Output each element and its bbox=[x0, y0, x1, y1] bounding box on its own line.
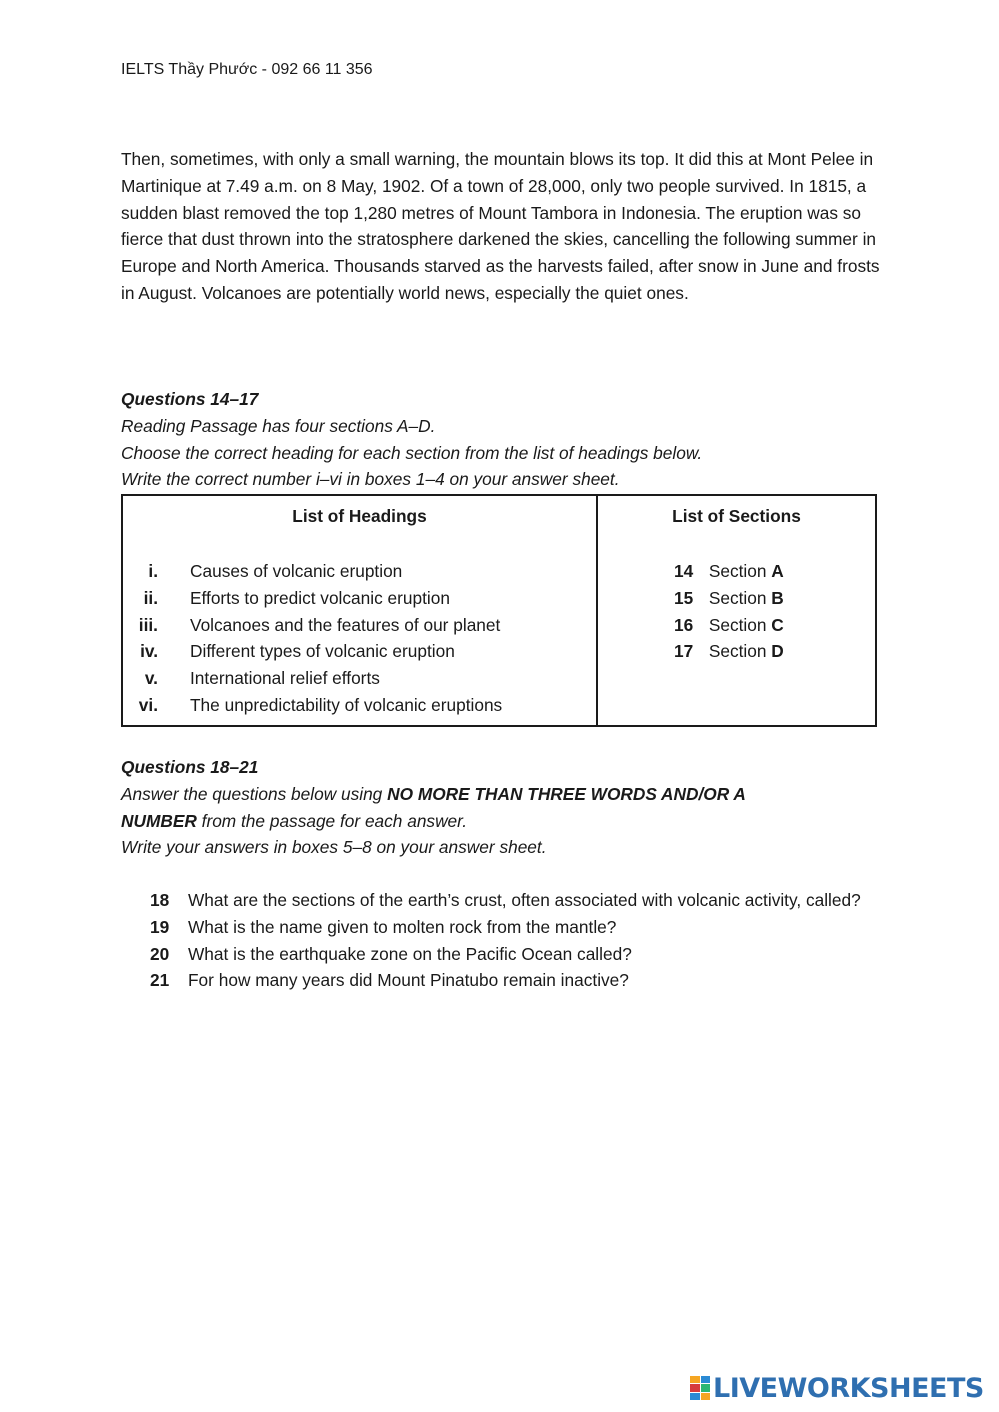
instruction-post: from the passage for each answer. bbox=[196, 810, 468, 831]
headings-table bbox=[121, 494, 877, 727]
liveworksheets-wordmark: LIVEWORKSHEETS bbox=[713, 1372, 984, 1404]
heading-item bbox=[123, 585, 596, 612]
section-letter: A bbox=[771, 561, 784, 581]
heading-item bbox=[123, 612, 596, 639]
heading-list bbox=[123, 558, 596, 719]
section-question-number: 17 bbox=[674, 641, 694, 662]
heading-item bbox=[123, 692, 596, 719]
heading-item bbox=[123, 638, 596, 665]
instruction-line: Write your answers in boxes 5–8 on your answer sheet. bbox=[121, 837, 547, 858]
page-header: IELTS Thầy Phước - 092 66 11 356 bbox=[121, 61, 373, 78]
question-number: 21 bbox=[150, 970, 170, 991]
section-question-number: 14 bbox=[674, 561, 694, 581]
question-text: What is the earthquake zone on the Pacific Ocean called? bbox=[188, 943, 632, 964]
section-question-number: 16 bbox=[674, 614, 694, 635]
heading-text: Volcanoes and the features of our planet bbox=[190, 614, 501, 635]
question-number: 20 bbox=[150, 943, 170, 964]
sections-column-title: List of Sections bbox=[672, 506, 801, 526]
question-text: What is the name given to molten rock from the mantle? bbox=[188, 916, 617, 937]
heading-number: i. bbox=[148, 561, 158, 581]
heading-item bbox=[123, 665, 596, 692]
section-letter: C bbox=[771, 614, 784, 635]
heading-number: iii. bbox=[138, 614, 158, 635]
question-list bbox=[150, 887, 870, 994]
heading-number: vi. bbox=[138, 694, 158, 715]
liveworksheets-icon bbox=[690, 1376, 710, 1400]
passage-paragraph: Then, sometimes, with only a small warning, the mountain blows its top. It did this at Mont Pelee in Martinique at 7.49 a.m. on 8 May, 1902. Of a town of 28,000, only two people survived. In 1815, a sudden blast removed the top 1,280 metres of Mount Tambora in Indonesia. The eruption was so fierce that dust thrown into the stratosphere darkened the skies, cancelling the following summer in Europe and North America. Thousands starved as the harvests failed, after snow in June and frosts in August. Volcanoes are potentially world news, especially the quiet ones. bbox=[121, 149, 880, 303]
section-label: Section bbox=[708, 614, 767, 635]
question-item bbox=[150, 967, 870, 994]
section-item bbox=[674, 638, 784, 665]
heading-number: ii. bbox=[143, 587, 158, 608]
section-item bbox=[674, 558, 784, 585]
heading-text: Different types of volcanic eruption bbox=[190, 641, 455, 662]
headings-column bbox=[123, 496, 598, 725]
question-item bbox=[150, 887, 870, 914]
heading-text: Efforts to predict volcanic eruption bbox=[190, 587, 450, 608]
heading-text: International relief efforts bbox=[190, 668, 380, 689]
instruction-line: Write the correct number i–vi in boxes 1–4 on your answer sheet. bbox=[121, 469, 620, 490]
question-text: For how many years did Mount Pinatubo remain inactive? bbox=[188, 970, 629, 991]
instruction-emphasis: NO MORE THAN THREE WORDS AND/OR A NUMBER bbox=[121, 783, 746, 831]
question-number: 19 bbox=[150, 916, 170, 937]
section-question-number: 15 bbox=[674, 587, 694, 608]
section-label: Section bbox=[708, 641, 767, 662]
question-item bbox=[150, 941, 870, 968]
liveworksheets-logo[interactable] bbox=[690, 1371, 984, 1405]
instruction-line bbox=[121, 781, 821, 835]
heading-item bbox=[123, 558, 596, 585]
section-letter: D bbox=[771, 641, 784, 662]
section-list bbox=[674, 558, 784, 665]
questions-18-21-instructions bbox=[121, 754, 821, 861]
heading-text: The unpredictability of volcanic eruptions bbox=[190, 694, 503, 715]
question-text: What are the sections of the earth’s crust, often associated with volcanic activity, called? bbox=[188, 890, 861, 910]
section-label: Section bbox=[708, 561, 767, 581]
section-item bbox=[674, 585, 784, 612]
heading-text: Causes of volcanic eruption bbox=[190, 561, 403, 581]
heading-number: v. bbox=[144, 668, 158, 689]
instruction-line: Reading Passage has four sections A–D. bbox=[121, 415, 436, 436]
heading-number: iv. bbox=[140, 641, 158, 662]
section-label: Section bbox=[708, 587, 767, 608]
question-item bbox=[150, 914, 870, 941]
instruction-line: Choose the correct heading for each section from the list of headings below. bbox=[121, 442, 703, 463]
questions-14-17-title: Questions 14–17 bbox=[121, 389, 259, 409]
section-item bbox=[674, 612, 784, 639]
section-letter: B bbox=[771, 587, 784, 608]
instruction-pre: Answer the questions below using bbox=[121, 783, 388, 804]
questions-18-21-title: Questions 18–21 bbox=[121, 757, 259, 777]
questions-14-17-instructions bbox=[121, 386, 881, 493]
headings-column-title: List of Headings bbox=[292, 506, 427, 526]
sections-column bbox=[598, 496, 875, 725]
question-number: 18 bbox=[150, 890, 170, 910]
